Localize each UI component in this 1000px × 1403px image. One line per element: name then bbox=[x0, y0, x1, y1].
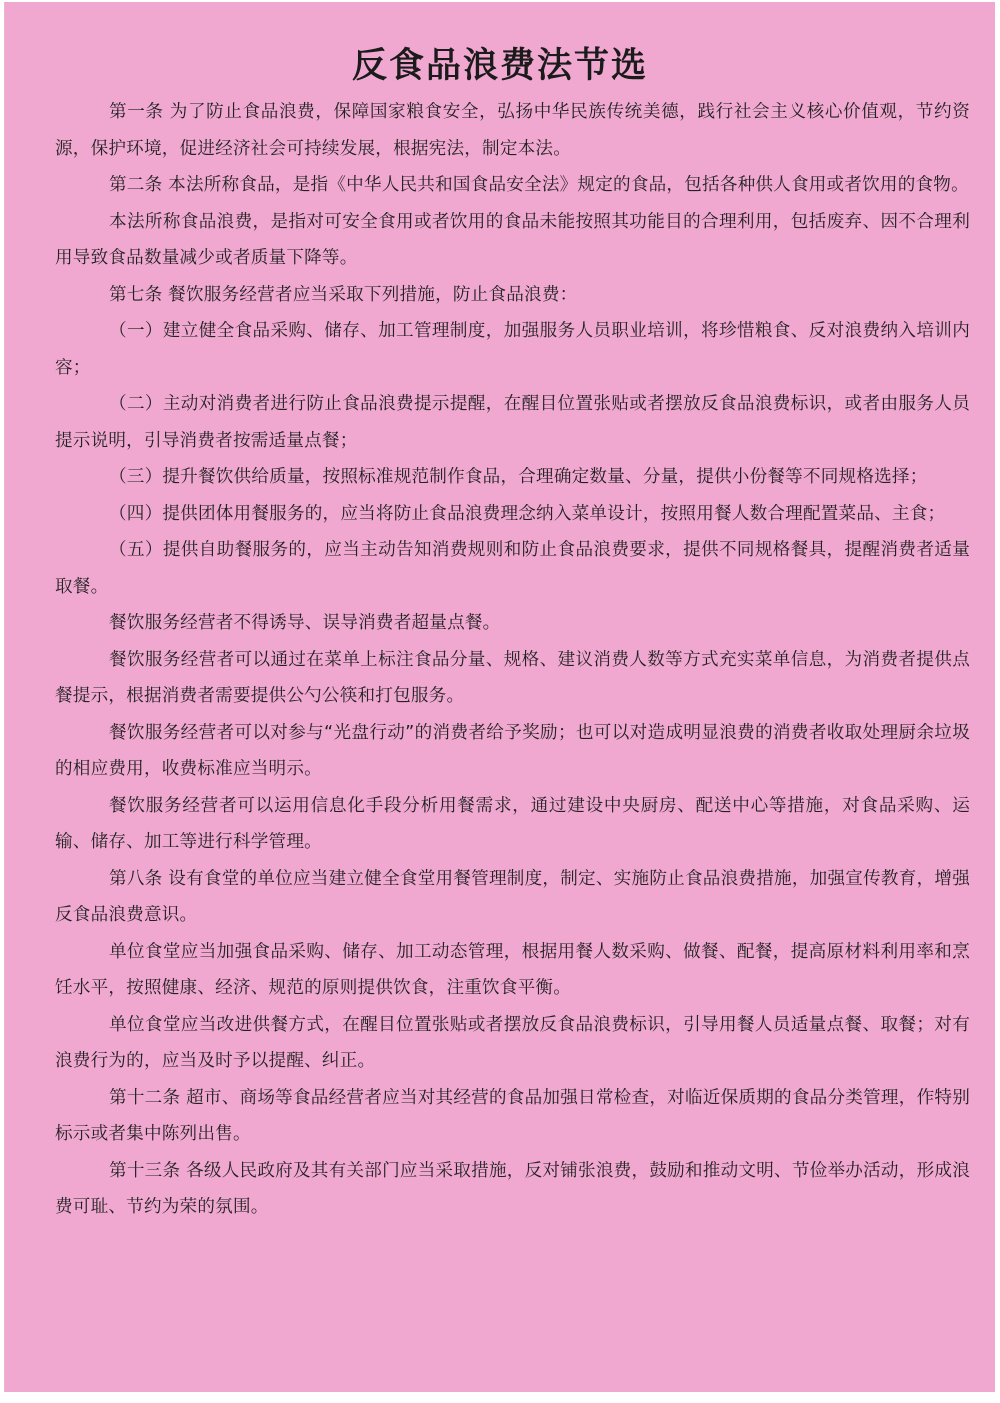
paragraph-menu-information: 餐饮服务经营者可以通过在菜单上标注食品分量、规格、建议消费人数等方式充实菜单信息，为消费者提供点餐提示，根据消费者需要提供公勺公筷和打包服务。 bbox=[55, 649, 970, 706]
paragraph-article-1: 第一条 为了防止食品浪费，保障国家粮食安全，弘扬中华民族传统美德，践行社会主义核心价值观，节约资源，保护环境，促进经济社会可持续发展，根据宪法，制定本法。 bbox=[55, 102, 970, 159]
document-sheet bbox=[4, 2, 995, 1392]
paragraph-canteen-management: 单位食堂应当加强食品采购、储存、加工动态管理，根据用餐人数采购、做餐、配餐，提高原材料利用率和烹饪水平，按照健康、经济、规范的原则提供饮食，注重饮食平衡。 bbox=[55, 941, 970, 998]
paragraph-article-7-item-1: （一）建立健全食品采购、储存、加工管理制度，加强服务人员职业培训，将珍惜粮食、反对浪费纳入培训内容； bbox=[55, 321, 970, 378]
paragraph-article-12: 第十二条 超市、商场等食品经营者应当对其经营的食品加强日常检查，对临近保质期的食品分类管理，作特别标示或者集中陈列出售。 bbox=[55, 1087, 970, 1144]
paragraph-food-waste-definition: 本法所称食品浪费，是指对可安全食用或者饮用的食品未能按照其功能目的合理利用，包括废弃、因不合理利用导致食品数量减少或者质量下降等。 bbox=[55, 211, 970, 268]
paragraph-article-8: 第八条 设有食堂的单位应当建立健全食堂用餐管理制度，制定、实施防止食品浪费措施，加强宣传教育，增强反食品浪费意识。 bbox=[55, 868, 970, 925]
paragraph-article-2: 第二条 本法所称食品，是指《中华人民共和国食品安全法》规定的食品，包括各种供人食用或者饮用的食物。 bbox=[109, 175, 969, 195]
paragraph-clean-plate-reward: 餐饮服务经营者可以对参与“光盘行动”的消费者给予奖励；也可以对造成明显浪费的消费者收取处理厨余垃圾的相应费用，收费标准应当明示。 bbox=[55, 722, 970, 779]
paragraph-article-13: 第十三条 各级人民政府及其有关部门应当采取措施，反对铺张浪费，鼓励和推动文明、节俭举办活动，形成浪费可耻、节约为荣的氛围。 bbox=[55, 1160, 970, 1217]
paragraph-article-7-item-4: （四）提供团体用餐服务的，应当将防止食品浪费理念纳入菜单设计，按照用餐人数合理配置菜品、主食； bbox=[109, 503, 946, 524]
paragraph-article-7-item-3: （三）提升餐饮供给质量，按照标准规范制作食品，合理确定数量、分量，提供小份餐等不同规格选择； bbox=[109, 467, 928, 487]
paragraph-article-7: 第七条 餐饮服务经营者应当采取下列措施，防止食品浪费： bbox=[109, 284, 578, 305]
paragraph-no-inducement: 餐饮服务经营者不得诱导、误导消费者超量点餐。 bbox=[109, 613, 501, 633]
paragraph-information-management: 餐饮服务经营者可以运用信息化手段分析用餐需求，通过建设中央厨房、配送中心等措施，对食品采购、运输、储存、加工等进行科学管理。 bbox=[55, 795, 970, 852]
paragraph-article-7-item-2: （二）主动对消费者进行防止食品浪费提示提醒，在醒目位置张贴或者摆放反食品浪费标识，或者由服务人员提示说明，引导消费者按需适量点餐； bbox=[55, 394, 970, 451]
document-body bbox=[55, 94, 970, 1226]
paragraph-article-7-item-5: （五）提供自助餐服务的，应当主动告知消费规则和防止食品浪费要求，提供不同规格餐具，提醒消费者适量取餐。 bbox=[55, 540, 970, 597]
document-title: 反食品浪费法节选 bbox=[351, 45, 648, 86]
paragraph-canteen-service: 单位食堂应当改进供餐方式，在醒目位置张贴或者摆放反食品浪费标识，引导用餐人员适量点餐、取餐；对有浪费行为的，应当及时予以提醒、纠正。 bbox=[55, 1014, 970, 1071]
